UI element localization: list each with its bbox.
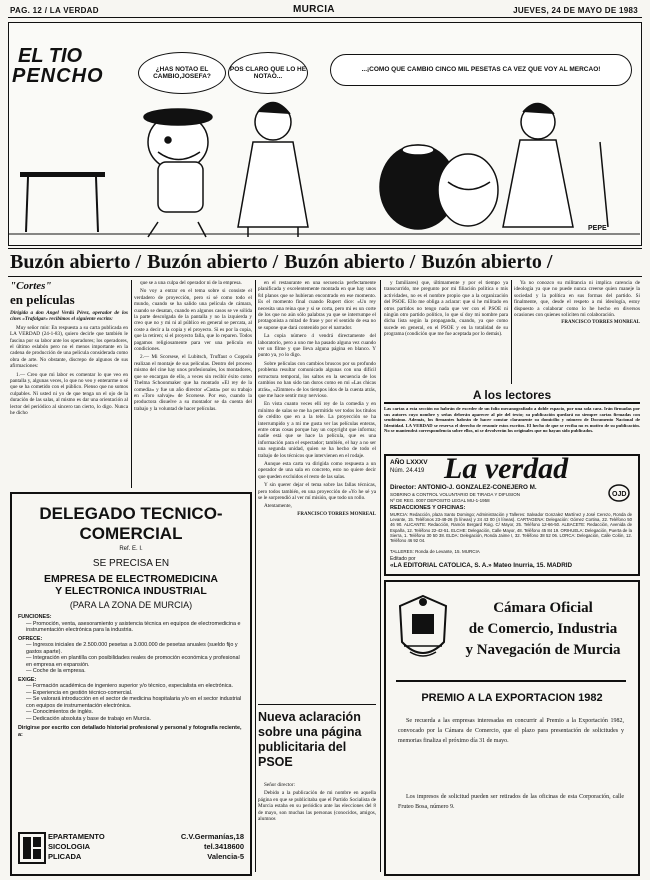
masthead-editor-label: Editado por bbox=[390, 556, 416, 562]
svg-text:OJD: OJD bbox=[612, 491, 627, 498]
ad-exige-item: — Se valorará introducción en el sector de medicina hospitalaria y/o en el sector industrial con equipos de instrumentación electrónica. bbox=[26, 696, 242, 709]
firm-address-3: Valencia-5 bbox=[207, 852, 244, 861]
ad-company-2: Y ELECTRONICA INDUSTRIAL bbox=[55, 585, 207, 597]
masthead-talleres: TALLERES: Ronda de Levante, 15. MURCIA bbox=[390, 549, 480, 554]
ad-exige-item: — Formación académica de ingeniero superior y/o técnico, especialista en electrónica. bbox=[26, 683, 234, 689]
masthead-redaccion-body: MURCIA: Redacción, plaza Santo Domingo; Administración y Talleres: Salvador Gonzalez Martínez y José Cerezo, Ronda de Levante, 15. Teléfonos 23-48-26 (5 líneas) y 24 43 00 (4 líneas). CARTAGENA: Delegación: Gómez Cortina, 22. Teléfono 50 46 90. ALICANTE: Redacción, Ramón Bergard Roig. C/ Mayor, 25. Teléfono 12-66-50. ALBACETE: Redacción, Avenida de España, 12. Teléfono 22-42-51. ELCHE: Delegación, Calle Mayor, 48. Teléfono 45 84 19. ORIHUELA: Delegación, Puerta de la Sierra, 1. Teléfono 30 50 38. ELDA: Delegación, Ronda Jaime I, 32. Teléfono 38 52 06. LORCA: Delegación, Calle Colón, 12. Teléfono 46 92 04. bbox=[390, 512, 632, 544]
ad-ofrece-item: — Ingresos iniciales de 2.500.000 pesetas a 3.000.000 de pesetas anuales (sueldo fijo y gastos aparte). bbox=[26, 642, 238, 655]
letter-1-p2: 1.— Creo que mi labor es comentar lo que veo en pantalla y, algunas veces, lo que no veo y enterarme o sé que se ha cometido con el público. Pienso que no somos culpables. Ni usted ni yo de que tenga un el ojo de la duración de las salas, al mismo es dar una orientación al lector del periódico al sincero tan cierto, lo digo. Nunca he dicho bbox=[10, 371, 128, 417]
readers-title: A los lectores bbox=[472, 388, 552, 402]
chamber-ad bbox=[384, 580, 640, 876]
letter-2-salutation: Señor director: bbox=[264, 782, 295, 788]
chamber-title-2: de Comercio, Industria bbox=[468, 621, 618, 637]
city-label: MURCIA bbox=[293, 4, 335, 15]
comic-title-1: EL TIO bbox=[18, 45, 83, 67]
ad-zone: (PARA LA ZONA DE MURCIA) bbox=[69, 600, 193, 610]
letter-1-title-2: en películas bbox=[10, 292, 75, 307]
letter-1-col2-p3: 2.— Mi Scorsese, el Lubitsch, Truffaut o Coppola realizan el montaje de sus películas. Dentro del proceso mismo del cine hay unos profesionales, los montadores, que se encargan de ello, a veces sin recibir éxito como Thelma Schoonmaker que ha montado «El rey de la comedia» y fue un año director «Casta» por su trabajo en «Toro salvaje» de Scorsese. Por eso, cuando la productora disuelve a su montador se da cuenta del trabajo y la voluntad de hacer películas. bbox=[134, 354, 252, 412]
firm-address-1: C.V.Germanías,18 bbox=[180, 832, 244, 841]
letter-1-p1: Muy señor mío: En respuesta a su carta publicada en LA VERDAD (24-1-83), quiero decirle que también le fascina por su labor ante los operadores; los operadores, el último eslabón pero no el menos importante en la cadena de producción de una película considerada como obra de arte. No obstante, discrepo de algunos de sus afirmaciones: bbox=[10, 324, 128, 370]
masthead-redaccion-title: REDACCIONES Y OFICINAS: bbox=[390, 505, 466, 511]
letter-3-signature: FRANCISCO TORRES MONREAL bbox=[561, 320, 640, 326]
letter-1-col-2 bbox=[134, 280, 252, 486]
banner-item: Buzón abierto / bbox=[147, 251, 279, 273]
man-figure bbox=[144, 109, 212, 237]
job-ad-delegado bbox=[10, 492, 252, 876]
firm-address-2: tel.3418600 bbox=[203, 842, 244, 851]
letter-1-col2-p2: No voy a entrar en el tema sobre si consiste el verdadero de proyección, pero si sé como todo el mundo, cuando se ha salido una película de cámara, cuando se desatan, cuando en algunos casos se ve sólida la parte descolgada de la pantalla y no la izquierda y creo que no y mi ni al público en general se percata, al coste a decir a la copia y el proyecto. Si es por la copia, que la retiren; si el proyecto falla, que lo reparen. Todos pagamos religiosamente para ver una película en condiciones. bbox=[134, 288, 252, 353]
masthead-deposit: Nº DE REG. 0007 DEPOSITO LEGAL MU-1-1958 bbox=[390, 498, 490, 503]
letter-1-col3-p3: Sobre películas con cambios bruscos por su profundo problema resultar comunicado algunas con una difícil estructura temporal, los saltos en la secuencia de los cambios no han sido tan duros como en mi «Las chicas atrás», «Zimmer» de los tiempos idos de la cuenta atrás, que me hace sentir muy nervioso. bbox=[258, 360, 376, 399]
readers-body: Las cartas a esta sección no habrán de exceder de un folio mecanografiado a doble espacio, por una sola cara. Irán firmadas por sus autores cuyo nombre y señas deberán aparecer al pie del texto; su publicación quedará no siempre cartas firmadas con seudónimo. Además, los firmantes habrán de hacer constar claramente su domicilio y número de Documento Nacional de Identidad. LA VERDAD se reserva el derecho de resumir estos escritos. El hecho de que se reciba no es motivo de su publicación. No se mantendrá correspondencia sobre ellos, ni se devolverán los originales que no hayan sido publicados. bbox=[384, 406, 640, 434]
firm-name-3: PLICADA bbox=[48, 852, 82, 861]
masthead-logo: La verdad bbox=[444, 452, 569, 485]
comic-signature: PEPE bbox=[588, 225, 607, 232]
letter-2-body bbox=[258, 782, 376, 876]
ad-ofrece-item: — Integración en plantilla con posibilidades reales de promoción económica y profesional en empresa en expansión. bbox=[26, 655, 240, 668]
comic-title-2: PENCHO bbox=[12, 65, 104, 87]
ad-funciones-label: FUNCIONES: bbox=[18, 614, 52, 620]
firm-name-2: SICOLOGIA bbox=[48, 842, 91, 851]
chamber-premio: PREMIO A LA EXPORTACION 1982 bbox=[421, 692, 603, 704]
letter-1-col2-p1: que se a una culpa del operador ni de la empresa. bbox=[140, 280, 242, 286]
ad-ofrece-item: — Coche de la empresa. bbox=[26, 668, 86, 674]
chamber-p2: Los impresos de solicitud pueden ser retirados de las oficinas de esta Corporación, calle Fruteo Bosa, número 9. bbox=[398, 794, 624, 810]
speech-bubble-2: POS CLARO QUE LO HE NOTAO... bbox=[228, 52, 308, 94]
ad-exige-item: — Conocimientos de inglés. bbox=[26, 709, 94, 715]
section-banner bbox=[10, 250, 642, 274]
ad-ofrece-label: OFRECE: bbox=[18, 635, 43, 642]
letter-1-col3-p7: Atentamente, bbox=[264, 503, 292, 510]
woman-figure bbox=[238, 102, 308, 237]
masthead-number: Núm. 24.419 bbox=[390, 468, 425, 474]
woman-figure-2 bbox=[503, 103, 608, 227]
letter-1-title-1: "Cortes" bbox=[10, 280, 52, 292]
letter-3-p2: Ya no conozco su militancia ni implica carencia de ideología ya que no puede nunca creerse quien maneje la sociedad y la política en sus formas del partido. Si finalmente, que, desde el respeto a mi ideología, estoy dispuesto a colaborar como lo he hecho en diversos ocasiones con quienes soliciten mi colaboración. bbox=[514, 280, 640, 319]
banner-item: Buzón abierto / bbox=[421, 251, 553, 273]
ad-ref: Ref. E. I. bbox=[119, 546, 143, 552]
letter-1-addressee: Dirigida a don Angel Verdú Pérez, operador de los cines «Trafalgar» recibimos el siguiente escrito: bbox=[10, 310, 128, 323]
letter-1-col-1 bbox=[10, 310, 128, 486]
speech-bubble-1: ¿HAS NOTAO EL CAMBIO,JOSEFA? bbox=[138, 52, 226, 94]
date-label: JUEVES, 24 DE MAYO DE 1983 bbox=[513, 6, 638, 15]
ojd-logo-icon bbox=[608, 484, 630, 502]
letter-2-title: Nueva aclaración sobre una página publicitaria del PSOE bbox=[258, 710, 362, 769]
ad-funcion-item: — Promoción, venta, asesoramiento y asistencia técnica en equipos de electromedicina e instrumentación electrónica para la industria. bbox=[26, 620, 241, 633]
masthead-subtitle: SOBRINO & CONTROL VOLUNTARIO DE TIRADA Y DIFUSION bbox=[390, 492, 521, 497]
jars bbox=[380, 145, 498, 229]
ad-exige-item: — Experiencia en gestión técnico-comercial. bbox=[26, 689, 133, 696]
masthead-director: Director: ANTONIO-J. GONZALEZ-CONEJERO M. bbox=[390, 484, 537, 491]
masthead-editor: «LA EDITORIAL CATOLICA, S. A.» Mateo Inurria, 15. MADRID bbox=[390, 562, 573, 569]
ad-exige-label: EXIGE: bbox=[18, 676, 37, 683]
letter-2-text: Debido a la publicación de mi nombre en aquella página en que se publicitaba que el Partido Socialista de Murcia estaba en su periódico ante las elecciones del 8 de mayo, son muchas las personas (conocidos, amigos, alumnos bbox=[258, 790, 376, 823]
readers-notice bbox=[384, 388, 640, 450]
chamber-title-1: Cámara Oficial bbox=[493, 600, 593, 616]
table-top bbox=[20, 172, 105, 177]
firm-name-1: EPARTAMENTO bbox=[48, 832, 105, 841]
speech-bubble-3: ...¡COMO QUE CAMBIO CINCO MIL PESETAS CA VEZ QUE VOY AL MERCAO! bbox=[330, 54, 632, 86]
ad-seeks: SE PRECISA EN bbox=[92, 558, 170, 569]
coat-of-arms-icon bbox=[394, 594, 452, 666]
ad-exige-item: — Dedicación absoluta y base de trabajo en Murcia. bbox=[26, 715, 151, 722]
letter-3-col-4 bbox=[384, 280, 508, 384]
chamber-p1: Se recuerda a las empresas interesadas en concurrir al Premio a la Exportación 1982, convocado por la Cámara de Comercio, que el plazo para presentación de solicitudes y memorias finaliza el próximo día 31 de mayo. bbox=[398, 718, 624, 744]
letter-1-heading bbox=[10, 280, 128, 308]
page-label: PAG. 12 / LA VERDAD bbox=[10, 6, 99, 15]
letter-1-col3-p1: en el restaurante en una secuencia perfectamente planificada y excelentemente montada en que hay unos 84 planos que se hubieran encontrado en ese momento. Es el momento final cuando Rupert dice: «Un rey necesita una reina que y si se corta, pero mi es un corte de los que no aún sólo palabras ya que se interrumpe el protagonista a mitad de frase y por el sentido de esa no se supone que dará contenido por el narrador. bbox=[258, 280, 376, 331]
chamber-title-3: y Navegación de Murcia bbox=[465, 642, 621, 658]
letter-3-col-5 bbox=[514, 280, 640, 384]
banner-item: Buzón abierto / bbox=[10, 251, 142, 273]
letter-1-col3-p6: Y sin querer dejar el tema sobre las fallas técnicas, pero todos también, en una proyección de «Yo he sé ya se le sorprendió al ver mí misión, que todo un rollo. bbox=[258, 482, 376, 501]
header-rule bbox=[8, 17, 642, 18]
ad-title-2: COMERCIAL bbox=[79, 524, 183, 543]
letter-1-col3-p5: Aunque esta carta va dirigida como respuesta a un operador de una sala en concreto, esto no quiere decir que queden excluidos el resto de las salas. bbox=[258, 460, 376, 480]
banner-item: Buzón abierto / bbox=[284, 251, 416, 273]
ad-contact: Dirigirse por escrito con detallado historial profesional y personal y fotografía reciente, a: bbox=[18, 725, 242, 738]
letter-1-col3-p4: En vista cuanto veces ellí rey de la comedia y en mínimo de salas se me ha permitido ver todos los títulos de crédito que en a la tele. La proyección se ha interrumpido y a mí me gusta ver las películas enteras, entre otras cosas porque hay un copyright que informa; nadie está que se hace la película, que es una información para el espectador; también, el hay a no ser una segunda unidad, quien se ha hecho de todo el trabajo de los técnicos que intervienen en el rodaje. bbox=[258, 401, 376, 459]
ad-title-1: DELEGADO TECNICO- bbox=[39, 504, 223, 523]
masthead bbox=[384, 454, 640, 576]
letter-1-col-3 bbox=[258, 280, 376, 700]
masthead-year: AÑO LXXXV bbox=[390, 459, 428, 466]
firm-logo-icon bbox=[18, 832, 46, 864]
letter-3-p1: y familiares) que, últimamente y por el tiempo ya transcurrido, me pregunto por mi filiación política o mis actividades, no es el nombre propio que a la organización del PSOE. Ello me obliga a aclarar: que si he militado en otros partidos no tengo nada que ver con el PSOE ni ningún otro partido político, lo que sí doy mi nombre para dicha lista según la propaganda, cuando, ya que como sucede en general, en el PSOE y en la totalidad de su programa (condición que me fue aceptada por lo demás). bbox=[384, 280, 508, 338]
letter-1-col3-p2: La copia número 4 vendrá directamente del laboratorio, pero a uno me ha pasado alguna vez cuando ver un filme y que lleva alguna página en blanco. Y punto ya, yo lo digo. bbox=[258, 333, 376, 359]
letter-1-signature: FRANCISCO TORRES MONREAL bbox=[297, 511, 376, 517]
comic-drawing bbox=[8, 22, 640, 244]
ad-company-1: EMPRESA DE ELECTROMEDICINA bbox=[43, 573, 219, 585]
